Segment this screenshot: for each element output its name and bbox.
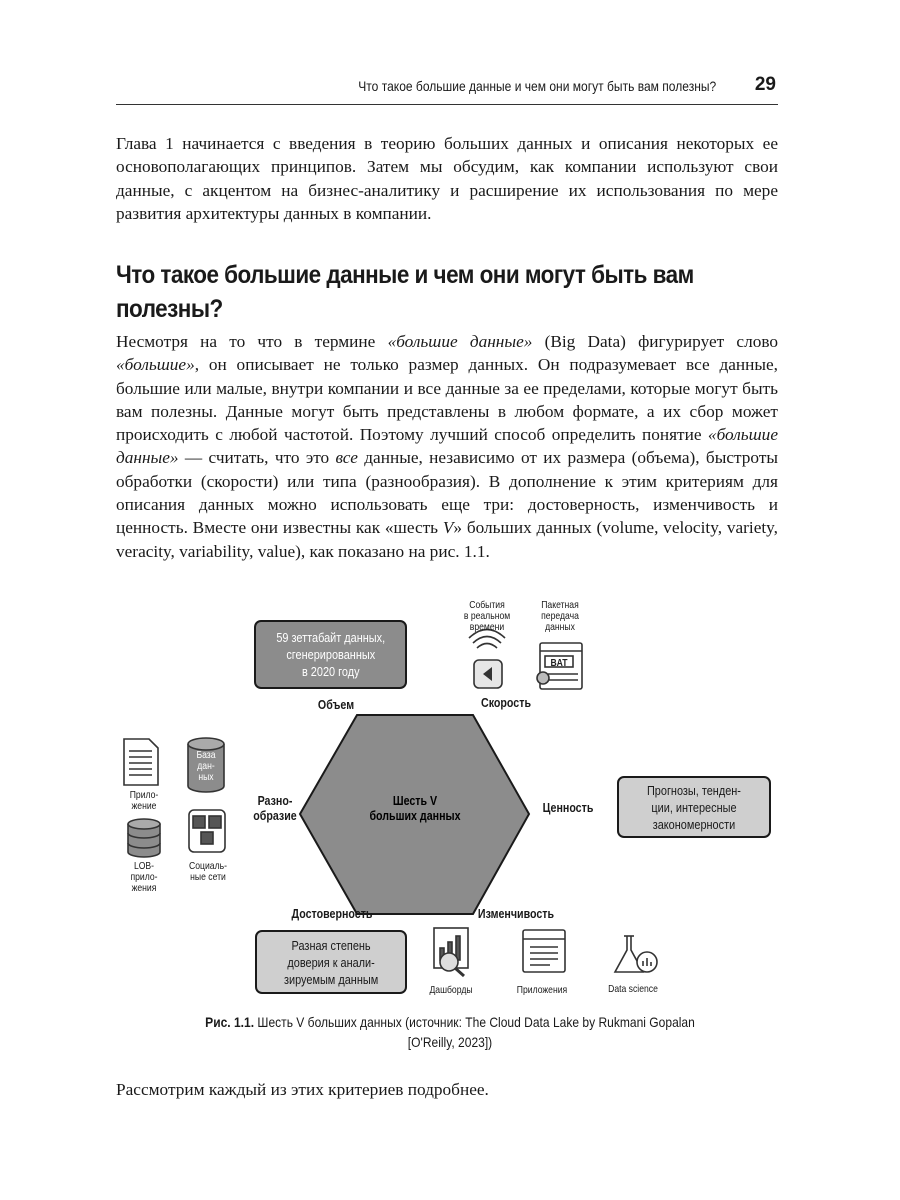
- applications-window-icon: [523, 930, 565, 972]
- database-label: База дан- ных: [196, 749, 216, 783]
- realtime-events-icon: [469, 630, 505, 689]
- batch-transfer-label: Пакетная передача данных: [541, 599, 579, 633]
- variability-label: Изменчивость: [477, 906, 555, 921]
- veracity-label: Достоверность: [291, 906, 373, 921]
- velocity-label: Скорость: [481, 695, 531, 710]
- closing-paragraph: Рассмотрим каждый из этих критериев подробнее.: [116, 1080, 489, 1099]
- value-callout: Прогнозы, тенден- ции, интересные закономерности: [617, 776, 771, 838]
- intro-paragraph: Глава 1 начинается с введения в теорию больших данных и описания некоторых ее основополагающих принципов. Затем мы обсудим, как компании используют свои данные, с акцентом на бизнес-аналитику и расширение их использования по мере развития архитектуры данных в компании.: [116, 134, 778, 223]
- value-label: Ценность: [542, 800, 594, 815]
- volume-label: Объем: [317, 697, 355, 712]
- data-science-icon: [615, 936, 657, 972]
- dashboards-icon: [434, 928, 468, 976]
- application-document-icon: [124, 739, 158, 785]
- social-networks-icon: [189, 810, 225, 852]
- veracity-callout: Разная степень доверия к анали- зируемым данным: [255, 930, 407, 994]
- dashboards-label: Дашборды: [429, 984, 473, 996]
- data-science-label: Data science: [608, 983, 658, 995]
- header-title: Что такое большие данные и чем они могут быть вам полезны?: [358, 78, 716, 94]
- page-number: 29: [754, 74, 776, 95]
- lob-applications-icon: [128, 819, 160, 857]
- social-networks-label: Социаль- ные сети: [189, 860, 227, 883]
- hexagon-center-label: Шесть V больших данных: [369, 793, 461, 823]
- volume-callout: 59 зеттабайт данных, сгенерированных в 2020 году: [254, 620, 407, 689]
- variety-label: Разно- образие: [253, 793, 297, 823]
- realtime-events-label: События в реальном времени: [463, 599, 511, 633]
- application-label: Прило- жение: [129, 789, 159, 812]
- figure-caption: Рис. 1.1. Шесть V больших данных (источник: The Cloud Data Lake by Rukmani Gopalan [O'Reilly, 2023]): [205, 1014, 695, 1050]
- lob-applications-label: LOB- прило- жения: [130, 860, 158, 894]
- body-paragraph: Несмотря на то что в термине «большие данные» (Big Data) фигурирует слово «большие», он описывает не только размер данных. Он подразумевает все данные, большие или малые, внутри компании и все данные за ее пределами, которые могут быть вам полезны. Данные могут быть представлены в любом формате, а их сбор может происходить с любой частотой. Поэтому лучший способ определить понятие «большие данные» — считать, что это все данные, независимо от их размера (объема), быстроты обработки (скорости) или типа (разнообразия). В дополнение к этим критериям для описания данных можно использовать еще три: достоверность, изменчивость и ценность. Вместе они известны как «шесть V» больших данных (volume, velocity, variety, veracity, variability, value), как показано на рис. 1.1.: [116, 332, 779, 561]
- batch-icon-text: BAT: [550, 657, 568, 669]
- applications-label: Приложения: [516, 984, 568, 996]
- section-title: Что такое большие данные и чем они могут быть вам полезны?: [116, 261, 694, 323]
